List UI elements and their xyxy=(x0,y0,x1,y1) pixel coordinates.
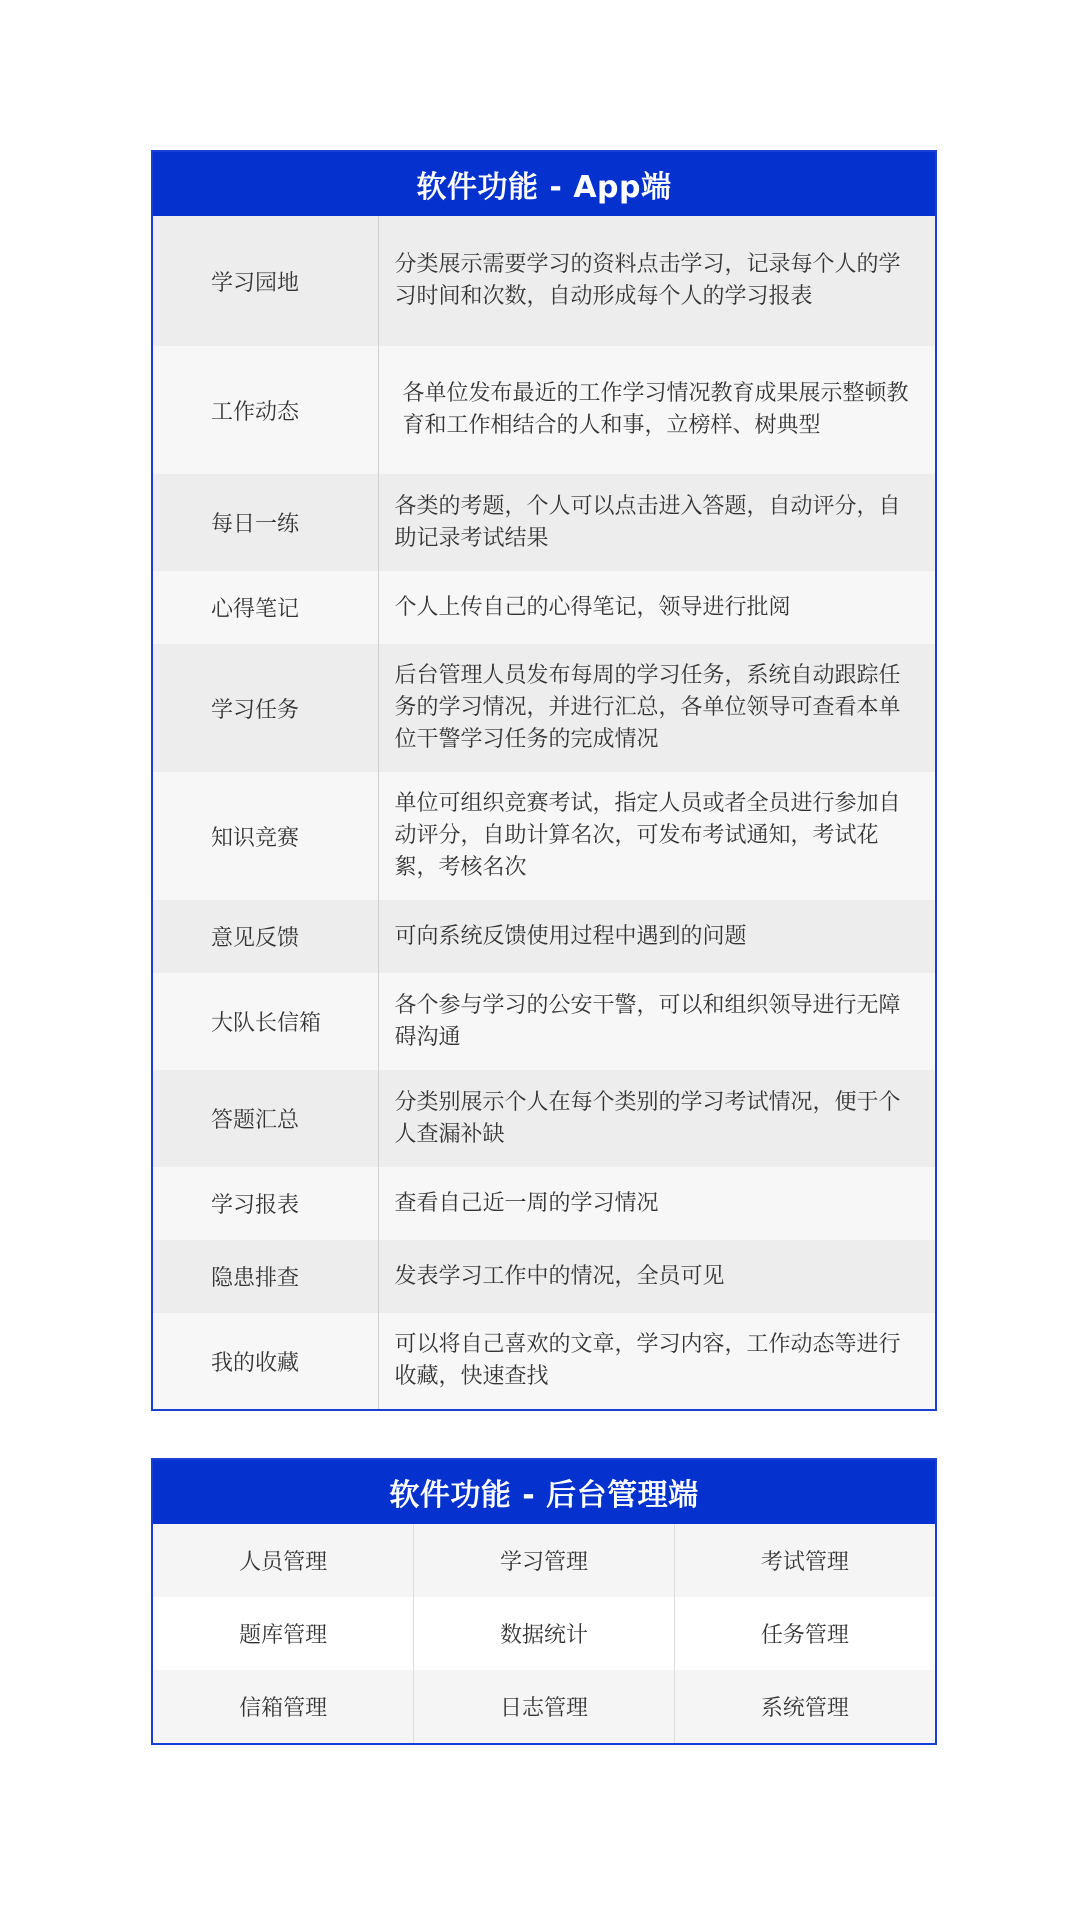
feature-name: 心得笔记 xyxy=(153,571,378,644)
table-row xyxy=(153,900,935,973)
app-panel-title: 软件功能 - App端 xyxy=(153,152,935,216)
admin-feature-cell: 学习管理 xyxy=(414,1524,675,1597)
table-row xyxy=(153,973,935,1070)
table-row xyxy=(153,1070,935,1167)
feature-desc: 各个参与学习的公安干警，可以和组织领导进行无障碍沟通 xyxy=(378,973,935,1070)
admin-feature-cell: 任务管理 xyxy=(674,1597,935,1670)
table-row xyxy=(153,216,935,346)
feature-desc: 查看自己近一周的学习情况 xyxy=(378,1167,935,1240)
table-row xyxy=(153,772,935,900)
feature-name: 意见反馈 xyxy=(153,900,378,973)
table-row xyxy=(153,571,935,644)
feature-desc: 单位可组织竞赛考试，指定人员或者全员进行参加自动评分，自助计算名次，可发布考试通知，考试花絮，考核名次 xyxy=(378,772,935,900)
app-features-panel xyxy=(151,150,937,1411)
admin-feature-cell: 信箱管理 xyxy=(153,1670,414,1743)
feature-desc: 可向系统反馈使用过程中遇到的问题 xyxy=(378,900,935,973)
table-row xyxy=(153,474,935,571)
feature-desc: 可以将自己喜欢的文章，学习内容，工作动态等进行收藏，快速查找 xyxy=(378,1313,935,1409)
feature-name: 我的收藏 xyxy=(153,1313,378,1409)
table-row xyxy=(153,346,935,474)
feature-name: 知识竞赛 xyxy=(153,772,378,900)
admin-feature-cell: 数据统计 xyxy=(414,1597,675,1670)
admin-features-panel xyxy=(151,1458,937,1745)
feature-desc: 发表学习工作中的情况，全员可见 xyxy=(378,1240,935,1313)
admin-feature-cell: 人员管理 xyxy=(153,1524,414,1597)
table-row xyxy=(153,1313,935,1409)
admin-features-table xyxy=(153,1524,935,1743)
feature-name: 学习园地 xyxy=(153,216,378,346)
admin-feature-cell: 题库管理 xyxy=(153,1597,414,1670)
table-row xyxy=(153,1670,935,1743)
feature-desc: 各类的考题，个人可以点击进入答题，自动评分，自助记录考试结果 xyxy=(378,474,935,571)
admin-panel-title: 软件功能 - 后台管理端 xyxy=(153,1460,935,1524)
feature-desc: 分类展示需要学习的资料点击学习，记录每个人的学习时间和次数，自动形成每个人的学习报表 xyxy=(378,216,935,346)
table-row xyxy=(153,644,935,772)
table-row xyxy=(153,1240,935,1313)
app-features-table xyxy=(153,216,935,1409)
table-row xyxy=(153,1167,935,1240)
feature-name: 学习报表 xyxy=(153,1167,378,1240)
feature-name: 学习任务 xyxy=(153,644,378,772)
feature-desc: 各单位发布最近的工作学习情况教育成果展示整顿教育和工作相结合的人和事，立榜样、树典型 xyxy=(378,346,935,474)
feature-name: 大队长信箱 xyxy=(153,973,378,1070)
feature-name: 隐患排查 xyxy=(153,1240,378,1313)
admin-feature-cell: 系统管理 xyxy=(674,1670,935,1743)
feature-name: 每日一练 xyxy=(153,474,378,571)
admin-feature-cell: 日志管理 xyxy=(414,1670,675,1743)
table-row xyxy=(153,1597,935,1670)
feature-desc: 后台管理人员发布每周的学习任务，系统自动跟踪任务的学习情况，并进行汇总，各单位领导可查看本单位干警学习任务的完成情况 xyxy=(378,644,935,772)
feature-desc: 个人上传自己的心得笔记，领导进行批阅 xyxy=(378,571,935,644)
feature-name: 答题汇总 xyxy=(153,1070,378,1167)
admin-feature-cell: 考试管理 xyxy=(674,1524,935,1597)
feature-name: 工作动态 xyxy=(153,346,378,474)
feature-desc: 分类别展示个人在每个类别的学习考试情况，便于个人查漏补缺 xyxy=(378,1070,935,1167)
table-row xyxy=(153,1524,935,1597)
